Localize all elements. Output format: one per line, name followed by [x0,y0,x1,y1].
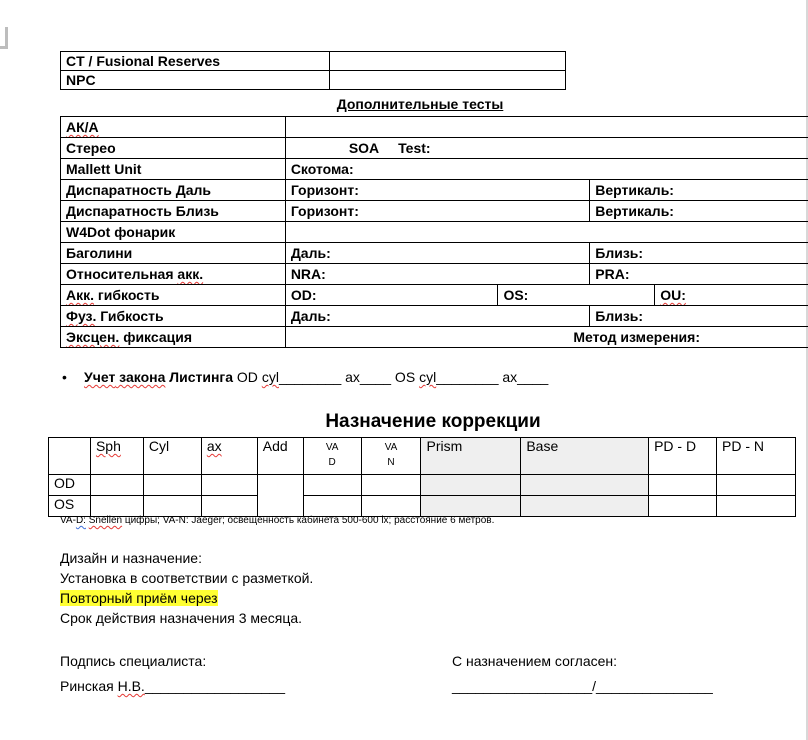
rx-header-prism: Prism [421,438,521,475]
scotoma-field[interactable]: Скотома: [285,159,808,180]
prescription-title: Назначение коррекции [325,411,541,432]
va-footnote: VA-D: Snellen цифры; VA-N: Jaeger; освещённость кабинета 500-600 lx; расстояние 6 метров. [60,515,495,526]
acc-flex-od[interactable]: OD: [285,285,498,306]
page-corner-marker [0,27,8,49]
soa-label: SOA [348,140,380,156]
bagolini-label: Баголини [61,243,286,264]
disparity-near-label: Диспаратность Близь [61,201,286,222]
rx-od-pd-d[interactable] [649,475,717,496]
table-row [61,327,808,348]
rx-row-od-label: OD [49,475,91,496]
repeat-visit-line: Повторный приём через [60,590,218,606]
table-row [61,180,808,201]
rx-od-ax[interactable] [201,475,257,496]
table-row [61,306,808,327]
table-row [61,71,566,90]
disparity-near-horizontal[interactable]: Горизонт: [285,201,589,222]
rx-header-base: Base [521,438,649,475]
extra-tests-table [60,116,808,348]
fus-flex-label: Фуз. Гибкость [61,306,286,327]
consent-signature-line[interactable]: __________________/_______________ [452,678,713,694]
stereo-label: Стерео [61,138,286,159]
rx-header-cyl: Cyl [143,438,201,475]
npc-label: NPC [61,71,330,90]
table-row [61,264,808,285]
table-row [61,285,808,306]
fus-flex-near[interactable]: Близь: [590,306,808,327]
table-row [49,438,796,475]
bullet: • [62,369,67,385]
relative-acc-label: Относительная акк. [61,264,286,285]
disparity-far-horizontal[interactable]: Горизонт: [285,180,589,201]
table-row [49,475,796,496]
rx-os-pd-d[interactable] [649,496,717,517]
rx-header-va-n: VA N [361,438,421,475]
akka-label: АК/А [61,117,286,138]
acc-flex-label: Акк. гибкость [61,285,286,306]
disparity-far-label: Диспаратность Даль [61,180,286,201]
rx-os-va-n[interactable] [361,496,421,517]
rx-row-os-label: OS [49,496,91,517]
table-row [61,159,808,180]
rx-od-va-n[interactable] [361,475,421,496]
rx-od-base[interactable] [521,475,649,496]
specialist-signature-label: Подпись специалиста: [60,653,207,669]
disparity-near-vertical[interactable]: Вертикаль: [590,201,808,222]
rx-od-sph[interactable] [90,475,143,496]
specialist-signature-line[interactable]: Ринская Н.В.__________________ [60,678,285,694]
rx-header-pd-d: PD - D [649,438,717,475]
rx-header-va-d: VA D [303,438,361,475]
rx-header-pd-n: PD - N [717,438,796,475]
rx-os-ax[interactable] [201,496,257,517]
rx-os-va-d[interactable] [303,496,361,517]
rx-od-prism[interactable] [421,475,521,496]
eccentric-fixation-label: Эксцен. фиксация [61,327,286,348]
listing-law-line: • Учет закона Листинга OD cyl________ ax____ OS cyl________ ax____ [62,369,549,385]
design-line: Дизайн и назначение: [60,550,202,566]
bagolini-near[interactable]: Близь: [590,243,808,264]
measurement-method-field[interactable]: Метод измерения: [285,327,808,348]
table-row [61,201,808,222]
rx-header-ax: ax [201,438,257,475]
test-label: Test: [398,140,431,156]
w4dot-value[interactable] [285,222,808,243]
validity-line: Срок действия назначения 3 месяца. [60,610,303,626]
rx-os-prism[interactable] [421,496,521,517]
acc-flex-os[interactable]: OS: [498,285,655,306]
table-row [61,243,808,264]
rx-os-base[interactable] [521,496,649,517]
w4dot-label: W4Dot фонарик [61,222,286,243]
prescription-table [48,437,796,517]
rx-add[interactable] [257,475,303,517]
rx-header-sph: Sph [90,438,143,475]
rx-od-va-d[interactable] [303,475,361,496]
fusional-reserves-table [60,51,566,90]
table-row [61,52,566,71]
install-line: Установка в соответствии с разметкой. [60,570,314,586]
table-row [61,117,808,138]
table-row [61,138,808,159]
pra-field[interactable]: PRA: [590,264,808,285]
bagolini-far[interactable]: Даль: [285,243,589,264]
extra-tests-title: Дополнительные тесты [336,96,504,112]
mallett-label: Mallett Unit [61,159,286,180]
stereo-value[interactable] [285,138,808,159]
ct-fusional-value[interactable] [329,52,565,71]
ct-fusional-label: CT / Fusional Reserves [61,52,330,71]
nra-field[interactable]: NRA: [285,264,589,285]
rx-od-cyl[interactable] [143,475,201,496]
table-row [61,222,808,243]
rx-header-eye [49,438,91,475]
rx-os-pd-n[interactable] [717,496,796,517]
rx-os-cyl[interactable] [143,496,201,517]
disparity-far-vertical[interactable]: Вертикаль: [590,180,808,201]
acc-flex-ou[interactable]: OU: [655,285,808,306]
consent-label: С назначением согласен: [452,653,618,669]
rx-os-sph[interactable] [90,496,143,517]
npc-value[interactable] [329,71,565,90]
table-row [49,496,796,517]
akka-value[interactable] [285,117,808,138]
rx-header-add: Add [257,438,303,475]
fus-flex-far[interactable]: Даль: [285,306,589,327]
rx-od-pd-n[interactable] [717,475,796,496]
